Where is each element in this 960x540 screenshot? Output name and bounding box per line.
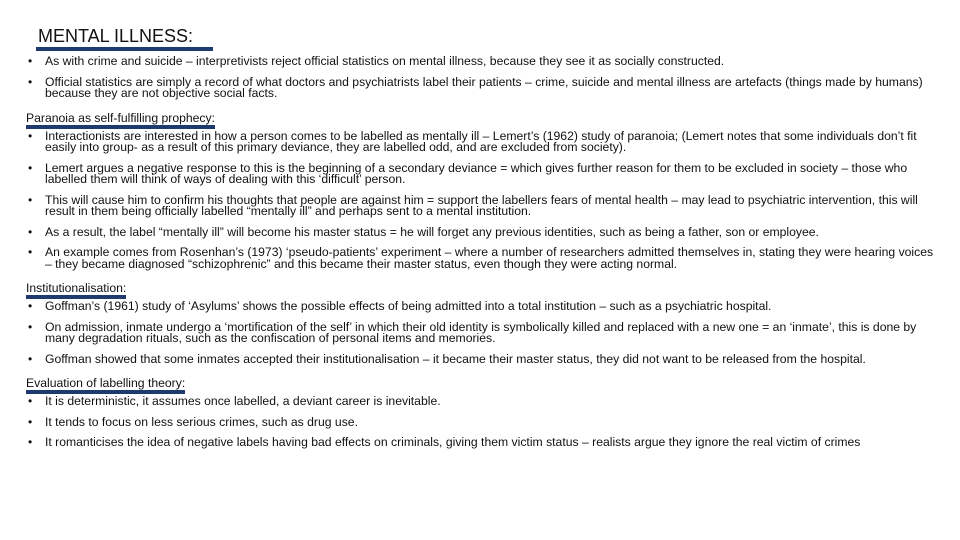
list-item-text: As with crime and suicide – interpretivists reject official statistics on mental illness, because they see it as socially constructed.	[45, 54, 725, 68]
list-item	[26, 319, 938, 345]
evaluation-list	[26, 396, 938, 449]
institutionalisation-list	[26, 301, 938, 365]
list-item	[26, 160, 938, 186]
list-item	[26, 414, 938, 429]
list-item-text: It is deterministic, it assumes once labelled, a deviant career is inevitable.	[45, 394, 441, 408]
bullet-icon: •	[28, 435, 33, 449]
bullet-icon: •	[28, 160, 33, 175]
bullet-icon: •	[28, 245, 33, 259]
list-item-text: Lemert argues a negative response to this is the beginning of a secondary deviance = which gives further reason for them to be excluded in society – those who labelled them will think of ways of dealing with this ‘difficult’ person.	[45, 160, 908, 186]
section-heading-paranoia: Paranoia as self-fulfilling prophecy:	[26, 110, 216, 125]
bullet-icon: •	[28, 128, 33, 143]
list-item	[26, 192, 938, 218]
list-item-text: It tends to focus on less serious crimes, such as drug use.	[45, 414, 358, 429]
list-item	[26, 437, 938, 449]
list-item-text: An example comes from Rosenhan’s (1973) ‘pseudo-patients’ experiment – where a number of researchers admitted themselves in, stating they were hearing voices – they became diagnosed “schizophrenic” and this became their master status, even though they were acting normal.	[45, 245, 934, 271]
intro-list	[26, 56, 938, 100]
bullet-icon: •	[28, 319, 33, 334]
list-item-text: On admission, inmate undergo a ‘mortification of the self’ in which their old identity is symbolically killed and replaced with a new one = an ‘inmate’, this is done by many degradation rituals, such as the confiscation of personal items and memories.	[45, 319, 917, 345]
page-title: MENTAL ILLNESS:	[38, 26, 194, 46]
bullet-icon: •	[28, 192, 33, 207]
bullet-icon: •	[28, 224, 33, 239]
list-item-text: As a result, the label “mentally ill” will become his master status = he will forget any previous identities, such as being a father, son or employee.	[45, 224, 819, 239]
title-underline	[36, 47, 213, 51]
list-item	[26, 301, 938, 313]
list-item	[26, 247, 938, 270]
bullet-icon: •	[28, 54, 33, 68]
list-item-text: This will cause him to confirm his thoughts that people are against him = support the labellers fears of mental health – may lead to psychiatric intervention, this will result in them being officially labelled “mentally ill” and perhaps sent to a mental institution.	[45, 192, 918, 218]
list-item	[26, 396, 938, 408]
section-heading-institutionalisation: Institutionalisation:	[26, 281, 127, 295]
section-heading-evaluation: Evaluation of labelling theory:	[26, 376, 186, 390]
bullet-icon: •	[28, 74, 33, 89]
list-item-text: Interactionists are interested in how a person comes to be labelled as mentally ill – Lemert’s (1962) study of paranoia; (Lemert notes that some individuals don’t fit easily into group- as a result of this primary deviance, they are labelled odd, and are excluded from society).	[45, 128, 917, 154]
paranoia-list	[26, 128, 938, 271]
bullet-icon: •	[28, 351, 33, 366]
list-item	[26, 74, 938, 100]
list-item	[26, 128, 938, 154]
bullet-icon: •	[28, 299, 33, 313]
list-item	[26, 224, 938, 239]
bullet-icon: •	[28, 414, 33, 429]
list-item	[26, 56, 938, 68]
list-item-text: It romanticises the idea of negative labels having bad effects on criminals, giving them victim status – realists argue they ignore the real victim of crimes	[45, 435, 861, 449]
list-item-text: Goffman’s (1961) study of ‘Asylums’ shows the possible effects of being admitted into a total institution – such as a psychiatric hospital.	[45, 299, 772, 313]
list-item-text: Goffman showed that some inmates accepted their institutionalisation – it became their master status, they did not want to be released from the hospital.	[45, 351, 866, 366]
list-item	[26, 351, 938, 366]
list-item-text: Official statistics are simply a record of what doctors and psychiatrists label their patients – crime, suicide and mental illness are artefacts (things made by humans) because they are not objective social facts.	[45, 74, 923, 100]
bullet-icon: •	[28, 394, 33, 408]
slide-content	[26, 56, 938, 458]
